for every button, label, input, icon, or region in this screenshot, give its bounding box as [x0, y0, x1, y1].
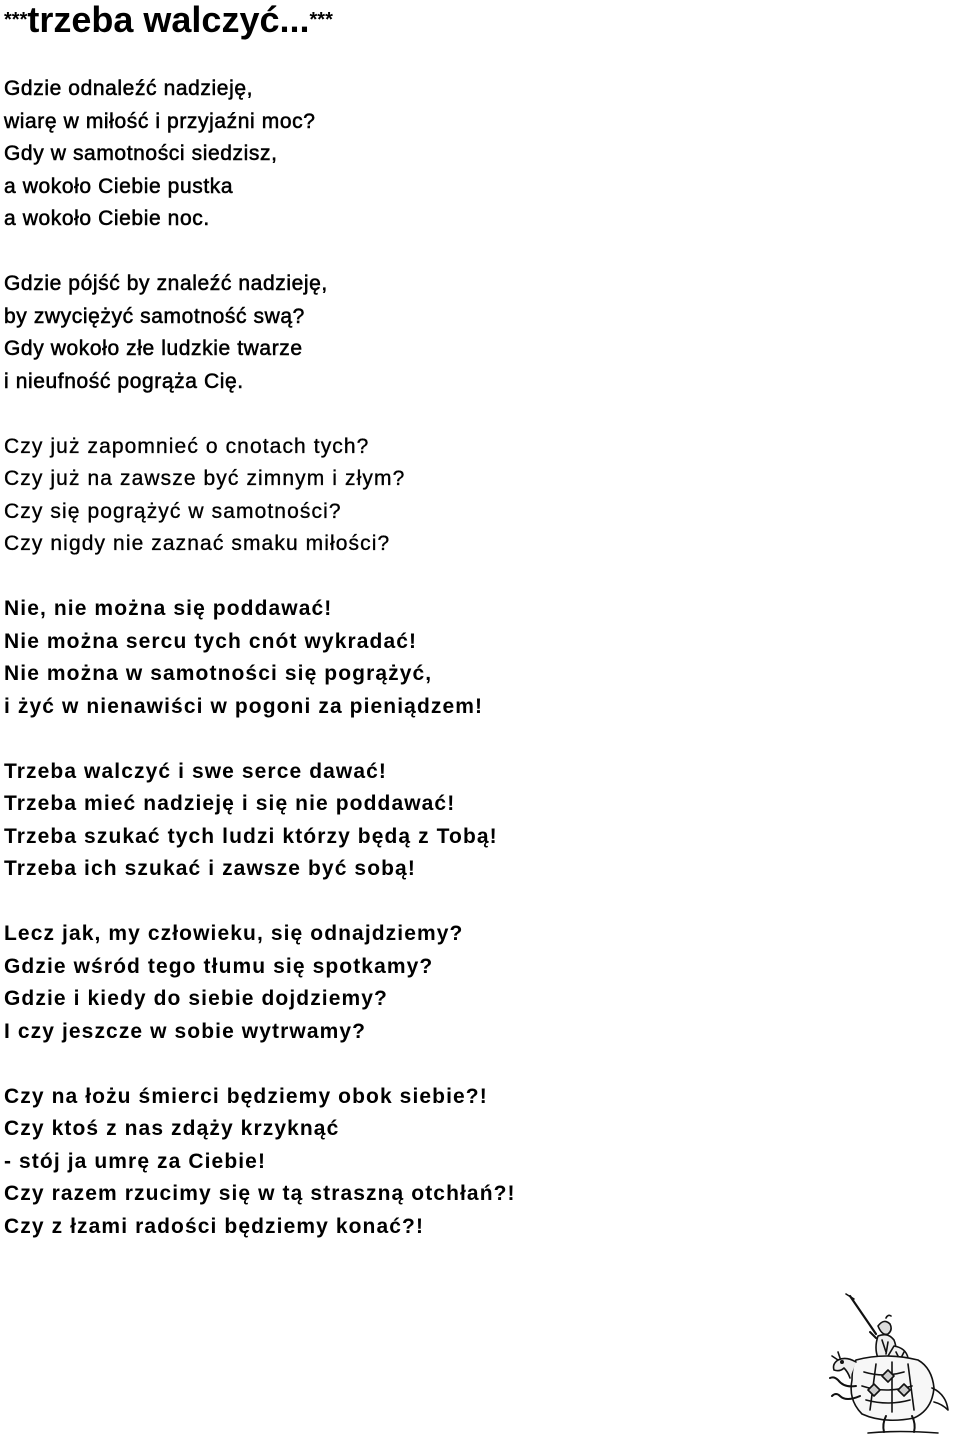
- poem-line: by zwyciężyć samotność swą?: [4, 304, 305, 328]
- poem-line: Nie można sercu tych cnót wykradać!: [4, 629, 418, 653]
- poem-line: i nieufność pogrąża Cię.: [4, 369, 244, 393]
- poem-line: Lecz jak, my człowieku, się odnajdziemy?: [4, 922, 464, 945]
- poem-line: - stój ja umrę za Ciebie!: [4, 1149, 267, 1173]
- poem-line: I czy jeszcze w sobie wytrwamy?: [4, 1019, 367, 1043]
- poem-line: Czy ktoś z nas zdąży krzyknąć: [4, 1117, 340, 1140]
- poem-line: i żyć w nienawiści w pogoni za pieniądzem!: [4, 694, 484, 718]
- stanza-2: [4, 268, 944, 398]
- title-suffix-stars: ***: [309, 9, 333, 31]
- poem-title: [4, 0, 333, 40]
- poem-line: Czy się pogrążyć w samotności?: [4, 499, 342, 523]
- knight-on-horse-icon: [816, 1290, 956, 1435]
- poem-line: Gdzie wśród tego tłumu się spotkamy?: [4, 954, 434, 978]
- poem-line: Gdzie odnaleźć nadzieję,: [4, 77, 254, 100]
- poem-line: Czy już na zawsze być zimnym i złym?: [4, 467, 406, 490]
- stanza-7: [4, 1081, 944, 1244]
- poem-line: Czy razem rzucimy się w tą straszną otchłań?!: [4, 1182, 516, 1205]
- poem-line: Trzeba mieć nadzieję i się nie poddawać!: [4, 792, 456, 815]
- title-prefix-stars: ***: [4, 9, 28, 31]
- poem-line: a wokoło Ciebie pustka: [4, 174, 234, 198]
- poem-line: Gdy w samotności siedzisz,: [4, 142, 278, 165]
- poem-line: Gdy wokoło złe ludzkie twarze: [4, 337, 303, 360]
- poem-line: Gdzie pójść by znaleźć nadzieję,: [4, 272, 328, 295]
- title-text: trzeba walczyć...: [27, 0, 310, 40]
- poem-line: Nie, nie można się poddawać!: [4, 597, 333, 620]
- poem-line: wiarę w miłość i przyjaźni moc?: [4, 109, 316, 133]
- stanza-1: [4, 73, 944, 236]
- poem-line: a wokoło Ciebie noc.: [4, 207, 210, 230]
- poem-line: Trzeba walczyć i swe serce dawać!: [4, 759, 387, 783]
- poem-line: Gdzie i kiedy do siebie dojdziemy?: [4, 987, 388, 1010]
- poem-line: Nie można w samotności się pogrążyć,: [4, 662, 433, 685]
- stanza-3: [4, 431, 944, 561]
- poem-line: Czy na łożu śmierci będziemy obok siebie?!: [4, 1084, 488, 1108]
- poem-line: Czy już zapomnieć o cnotach tych?: [4, 434, 370, 458]
- poem-line: Czy z łzami radości będziemy konać?!: [4, 1214, 425, 1238]
- poem-line: Trzeba szukać tych ludzi którzy będą z Tobą!: [4, 824, 498, 848]
- stanza-5: [4, 756, 944, 886]
- poem-line: Trzeba ich szukać i zawsze być sobą!: [4, 857, 416, 880]
- stanza-4: [4, 593, 944, 723]
- stanza-6: [4, 918, 944, 1048]
- poem-body: [4, 73, 944, 1276]
- poem-line: Czy nigdy nie zaznać smaku miłości?: [4, 532, 391, 555]
